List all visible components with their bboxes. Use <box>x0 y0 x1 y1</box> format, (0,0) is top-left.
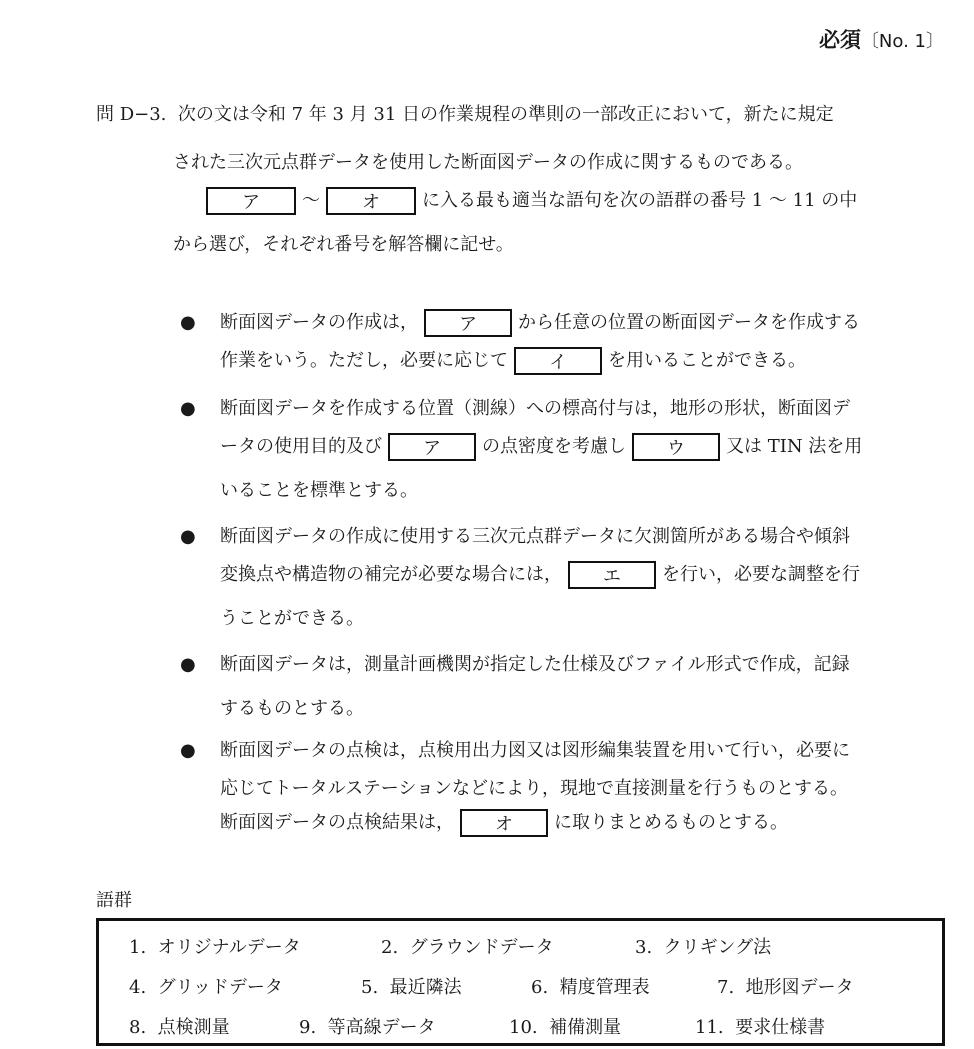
word-item-5: 5. 最近隣法 <box>361 977 462 998</box>
required-label: 必須 <box>818 28 861 52</box>
bullet-5-line-1: 断面図データの点検は，点検用出力図又は図形編集装置を用いて行い，必要に <box>220 740 850 761</box>
answer-box-a: ア <box>424 309 512 337</box>
bullet-3-line-1: 断面図データの作成に使用する三次元点群データに欠測箇所がある場合や傾斜 <box>220 526 850 547</box>
question-line-1 <box>96 100 834 126</box>
word-group-box <box>96 918 945 1046</box>
question-line-3 <box>200 186 857 215</box>
word-item-3: 3. クリギング法 <box>635 937 772 958</box>
answer-box-a: ア <box>206 187 296 215</box>
question-label: 問 D−3. <box>96 104 167 125</box>
bullet-3-line-2: 変換点や構造物の補完が必要な場合には， エ を行い，必要な調整を行 <box>220 560 860 589</box>
question-number: 〔No. 1〕 <box>860 31 944 52</box>
tilde: 〜 <box>302 190 320 211</box>
word-item-9: 9. 等高線データ <box>299 1017 436 1038</box>
word-item-11: 11. 要求仕様書 <box>695 1017 826 1038</box>
bullet-dot-5: ● <box>180 740 196 761</box>
word-item-4: 4. グリッドデータ <box>129 977 283 998</box>
bullet-5-line-2: 応じてトータルステーションなどにより，現地で直接測量を行うものとする。 <box>220 778 849 799</box>
word-item-1: 1. オリジナルデータ <box>129 937 301 958</box>
answer-box-u: ウ <box>632 433 720 461</box>
word-item-8: 8. 点検測量 <box>129 1017 230 1038</box>
bullet-dot-3: ● <box>180 526 196 547</box>
bullet-3-line-3: うことができる。 <box>220 608 364 629</box>
question-text-1: 次の文は令和 7 年 3 月 31 日の作業規程の準則の一部改正において，新たに規定 <box>177 104 834 125</box>
answer-box-a: ア <box>388 433 476 461</box>
word-item-2: 2. グラウンドデータ <box>381 937 554 958</box>
bullet-dot-4: ● <box>180 654 196 675</box>
bullet-4-line-1: 断面図データは，測量計画機関が指定した仕様及びファイル形式で作成，記録 <box>220 654 850 675</box>
bullet-2-line-1: 断面図データを作成する位置（測線）への標高付与は，地形の形状，断面図デ <box>220 398 850 419</box>
bullet-1-line-2: 作業をいう。ただし，必要に応じて イ を用いることができる。 <box>220 346 806 375</box>
word-item-6: 6. 精度管理表 <box>531 977 650 998</box>
answer-box-o: オ <box>326 187 416 215</box>
question-text-4: から選び，それぞれ番号を解答欄に記せ。 <box>173 234 514 255</box>
word-item-10: 10. 補備測量 <box>509 1017 622 1038</box>
word-group-label: 語群 <box>96 890 132 911</box>
bullet-dot-1: ● <box>180 312 196 333</box>
bullet-2-line-3: いることを標準とする。 <box>220 480 418 501</box>
bullet-1-line-1: 断面図データの作成は， ア から任意の位置の断面図データを作成する <box>220 308 860 337</box>
bullet-4-line-2: するものとする。 <box>220 698 364 719</box>
bullet-2-line-2: ータの使用目的及び ア の点密度を考慮し ウ 又は TIN 法を用 <box>220 432 862 461</box>
answer-box-e: エ <box>568 561 656 589</box>
answer-box-i: イ <box>514 347 602 375</box>
question-text-3: に入る最も適当な語句を次の語群の番号 1 〜 11 の中 <box>422 190 858 211</box>
bullet-dot-2: ● <box>180 398 196 419</box>
question-text-2: された三次元点群データを使用した断面図データの作成に関するものである。 <box>173 152 803 173</box>
bullet-5-line-3: 断面図データの点検結果は， オ に取りまとめるものとする。 <box>220 808 788 837</box>
page-header <box>819 24 944 54</box>
answer-box-o: オ <box>460 809 548 837</box>
word-item-7: 7. 地形図データ <box>717 977 854 998</box>
